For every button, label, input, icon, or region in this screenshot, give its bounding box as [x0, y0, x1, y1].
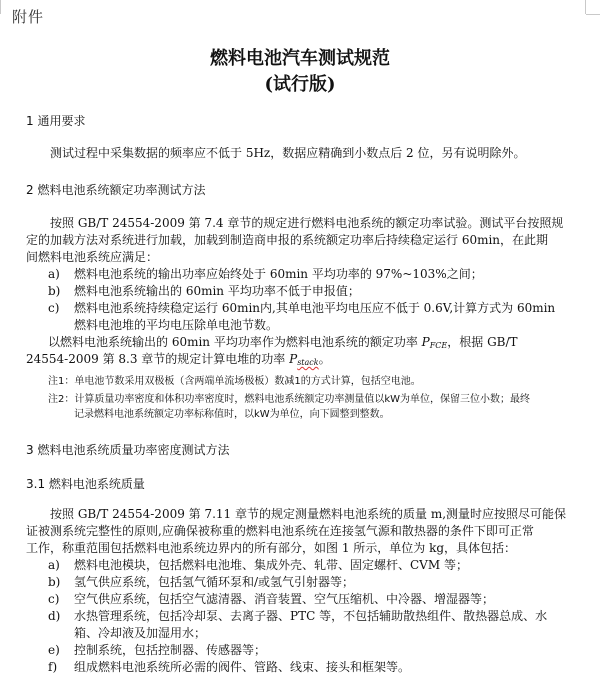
section-2-heading: 2 燃料电池系统额定功率测试方法 [26, 183, 206, 197]
paragraph-text: 。 [318, 352, 331, 366]
list-item: 氢气供应系统，包括氢气循环泵和/或氢气引射器等； [74, 575, 355, 589]
list-marker: c) [48, 301, 60, 315]
list-marker: b) [48, 284, 61, 298]
list-item: 燃料电池系统输出的 60min 平均功率不低于申报值； [74, 284, 360, 298]
crop-mark [0, 0, 1, 14]
note-1: 注1：单电池节数采用双极板（含两端单流场极板）数减1的方式计算，包括空电池。 [48, 376, 421, 387]
list-item: 水热管理系统，包括冷却泵、去离子器、PTC 等，不包括辅助散热组件、散热器总成、水 [74, 609, 548, 623]
section-1-heading: 1 通用要求 [26, 114, 86, 128]
paragraph-text: ，根据 GB/T [447, 335, 518, 349]
note-2-cont: 记录燃料电池系统额定功率标称值时，以kW为单位，向下圆整到整数。 [74, 409, 390, 420]
paragraph-line: 按照 GB/T 24554-2009 第 7.4 章节的规定进行燃料电池系统的额定功率试验。测试平台按照规 [50, 216, 564, 230]
list-item: 燃料电池堆的平均电压除单电池节数。 [74, 318, 279, 332]
crop-mark [585, 0, 586, 14]
list-marker: b) [48, 575, 61, 589]
list-item: 组成燃料电池系统所必需的阀件、管路、线束、接头和框架等。 [74, 660, 411, 674]
list-item: 空气供应系统，包括空气滤清器、消音装置、空气压缩机、中冷器、增湿器等； [74, 592, 495, 606]
symbol-subscript: FCE [429, 341, 448, 350]
paragraph-line: 按照 GB/T 24554-2009 第 7.11 章节的规定测量燃料电池系统的质量 m,测量时应按照尽可能保 [50, 507, 567, 521]
symbol-p: P [289, 352, 298, 366]
paragraph-line: 定的加载方法对系统进行加载，加载到制造商申报的系统额定功率后持续稳定运行 60min，在此期 [26, 233, 549, 247]
list-marker: c) [48, 592, 60, 606]
list-item: 燃料电池系统的输出功率应始终处于 60min 平均功率的 97%~103%之间； [74, 267, 483, 281]
list-item: 控制系统，包括控制器、传感器等； [74, 643, 267, 657]
section-3-1-heading: 3.1 燃料电池系统质量 [26, 477, 145, 491]
paragraph-line: 工作，称重范围包括燃料电池系统边界内的所有部分，如图 1 所示，单位为 kg，具体包括： [26, 541, 517, 555]
paragraph-text: 以燃料电池系统输出的 60min 平均功率作为燃料电池系统的额定功率 [48, 335, 422, 349]
list-marker: a) [48, 558, 60, 572]
attachment-label: 附件 [12, 8, 45, 26]
symbol-subscript: stack [297, 358, 319, 367]
list-item: 箱、冷却液及加湿用水； [74, 626, 207, 640]
document-title: 燃料电池汽车测试规范 [210, 48, 390, 69]
rated-power-paragraph-cont [26, 351, 331, 371]
list-marker: e) [48, 643, 60, 657]
paragraph-line: 证被测系统完整性的原则,应确保被称重的燃料电池系统在连接氢气源和散热器的条件下即可正常 [26, 524, 534, 538]
note-2: 注2：计算质量功率密度和体积功率密度时，燃料电池系统额定功率测量值以kW为单位，保留三位小数；最终 [48, 394, 531, 405]
list-marker: f) [48, 660, 58, 674]
document-subtitle: (试行版) [264, 74, 336, 95]
list-marker: a) [48, 267, 60, 281]
crop-mark [586, 14, 600, 15]
list-marker: d) [48, 609, 61, 623]
list-item: 燃料电池系统持续稳定运行 60min内,其单电池平均电压应不低于 0.6V,计算方式为 60min [74, 301, 556, 315]
paragraph-line: 间燃料电池系统应满足： [26, 250, 159, 264]
symbol-p: P [421, 335, 430, 349]
list-item: 燃料电池模块，包括燃料电池堆、集成外壳、轧带、固定螺杆、CVM 等； [74, 558, 468, 572]
section-3-heading: 3 燃料电池系统质量功率密度测试方法 [26, 443, 230, 457]
section-1-body: 测试过程中采集数据的频率应不低于 5Hz，数据应精确到小数点后 2 位，另有说明除外。 [50, 146, 526, 160]
paragraph-text: 24554-2009 第 8.3 章节的规定计算电堆的功率 [26, 352, 290, 366]
